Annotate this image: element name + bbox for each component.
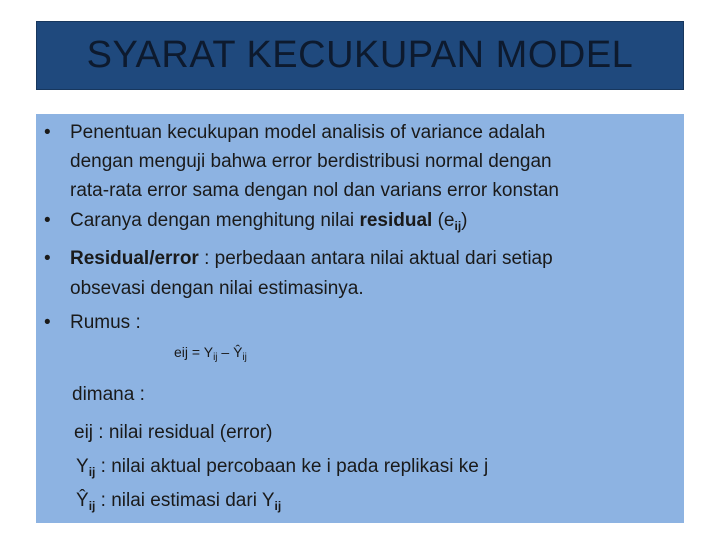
definition-desc: : nilai estimasi dari Y [95,490,275,511]
bullet-marker: • [44,122,51,143]
definition-term: Y [76,456,89,477]
bullet-2-text-before: Caranya dengan menghitung nilai [70,210,360,231]
bullet-marker: • [44,248,51,269]
bullet-marker: • [44,312,51,333]
slide-title: SYARAT KECUKUPAN MODEL [86,34,634,76]
bullet-2-text-after: (e [432,210,455,231]
formula-sub-2: ij [242,352,247,363]
bullet-3-line-2: obsevasi dengan nilai estimasinya. [70,278,364,299]
definition-residual [74,422,273,444]
formula-minus: – Ŷ [217,344,243,360]
bullet-3-text-after: : perbedaan antara nilai aktual dari setiap [198,248,553,269]
content-box [36,114,684,523]
bullet-2-text [70,210,468,232]
bullet-3-bold: Residual/error [70,248,199,269]
definition-desc: : nilai aktual percobaan ke i pada replikasi ke j [95,456,489,477]
formula-sub-1: ij [213,352,218,363]
bullet-2-close: ) [461,210,468,231]
formula-lhs: eij [174,344,189,360]
bullet-3-line-1 [70,248,553,270]
bullet-2-bold: residual [359,210,433,231]
bullet-4-text: Rumus : [70,312,141,333]
definition-term: Ŷ [76,490,89,511]
formula [174,344,247,363]
definition-sub: ij [88,499,96,513]
where-label: dimana : [72,384,145,405]
bullet-2-sub: ij [454,219,462,233]
bullet-1-line-1: Penentuan kecukupan model analisis of variance adalah [70,122,546,143]
bullet-1-line-3: rata-rata error sama dengan nol dan varians error konstan [70,180,559,201]
definition-actual [76,456,488,478]
definition-estimate [76,490,281,512]
bullet-marker: • [44,210,51,231]
title-bar [36,21,684,90]
formula-eq: = Y [188,344,214,360]
definition-sub-end: ij [274,499,282,513]
definition-desc: : nilai residual (error) [93,422,273,443]
definition-term: eij [74,422,94,443]
definition-sub: ij [88,465,96,479]
bullet-1-line-2: dengan menguji bahwa error berdistribusi normal dengan [70,151,552,172]
